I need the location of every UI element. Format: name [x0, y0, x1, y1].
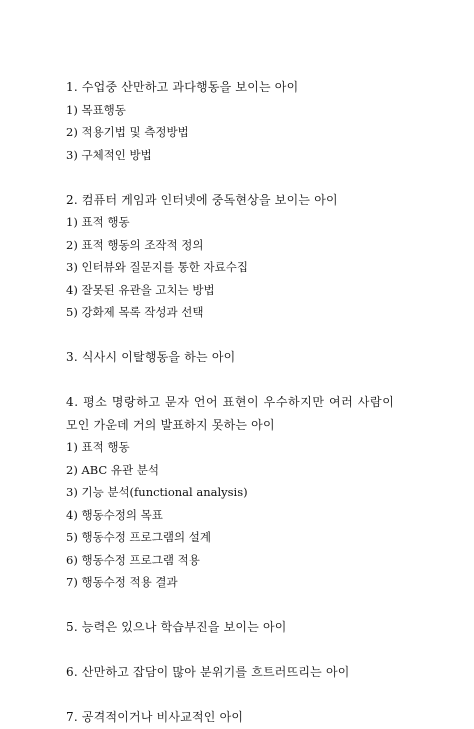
spacer — [66, 684, 426, 707]
section-4-item-7: 7) 행동수정 적용 결과 — [66, 575, 178, 589]
spacer — [66, 639, 426, 662]
section-2-item-2: 2) 표적 행동의 조작적 정의 — [66, 237, 204, 252]
section-2-heading: 2. 컴퓨터 게임과 인터넷에 중독현상을 보이는 아이 — [66, 192, 338, 207]
section-4-item-3: 3) 기능 분석(functional analysis) — [66, 485, 248, 499]
section-3-heading: 3. 식사시 이탈행동을 하는 아이 — [66, 350, 236, 364]
section-2-item-4: 4) 잘못된 유관을 고치는 방법 — [66, 282, 215, 297]
section-2-item-1: 1) 표적 행동 — [66, 215, 130, 229]
section-2-item-3: 3) 인터뷰와 질문지를 통한 자료수집 — [66, 260, 248, 274]
spacer — [66, 166, 426, 189]
section-4-item-2: 2) ABC 유관 분석 — [66, 462, 159, 477]
section-1-item-1: 1) 목표행동 — [66, 102, 126, 117]
section-4-item-1: 1) 표적 행동 — [66, 440, 130, 454]
section-4-item-5: 5) 행동수정 프로그램의 설계 — [66, 530, 211, 544]
section-4-item-6: 6) 행동수정 프로그램 적용 — [66, 552, 200, 567]
section-6-heading: 6. 산만하고 잡담이 많아 분위기를 흐트러뜨리는 아이 — [66, 665, 350, 679]
section-1-heading: 1. 수업중 산만하고 과다행동을 보이는 아이 — [66, 80, 299, 94]
section-7-heading: 7. 공격적이거나 비사교적인 아이 — [66, 710, 244, 724]
document-page — [66, 76, 426, 729]
section-5-heading: 5. 능력은 있으나 학습부진을 보이는 아이 — [66, 620, 287, 634]
section-1-item-3: 3) 구체적인 방법 — [66, 147, 152, 162]
section-4-heading-line-1: 4. 평소 명랑하고 문자 언어 표현이 우수하지만 여러 사람이 — [66, 395, 395, 409]
section-4-item-4: 4) 행동수정의 목표 — [66, 507, 163, 522]
section-1-item-2: 2) 적용기법 및 측정방법 — [66, 125, 189, 139]
section-2-item-5: 5) 강화제 목록 작성과 선택 — [66, 305, 204, 319]
spacer — [66, 369, 426, 392]
spacer — [66, 594, 426, 617]
spacer — [66, 324, 426, 347]
section-4-heading-line-2: 모인 가운데 거의 발표하지 못하는 아이 — [66, 417, 275, 432]
